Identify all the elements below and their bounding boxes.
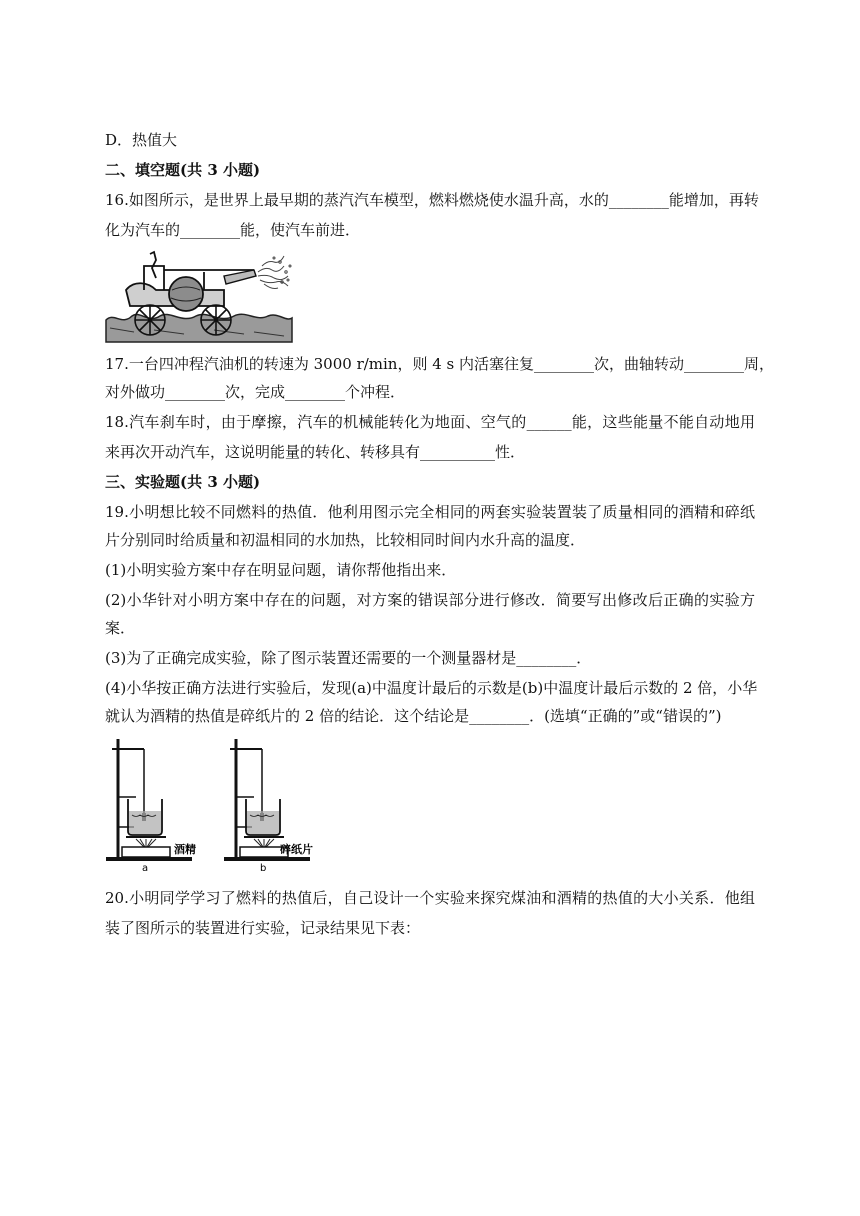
fuel-label-a: 酒精: [174, 843, 196, 856]
section-3-heading: 三、实验题(共 3 小题): [105, 473, 261, 491]
q19-sub-2-line-2: 案．: [105, 619, 136, 637]
fuel-label-b: 碎纸片: [280, 843, 313, 856]
q17-line-2: 对外做功________次，完成________个冲程．: [105, 383, 406, 401]
apparatus-b-figure: [222, 735, 322, 873]
q20-line-2: 装了图所示的装置进行实验，记录结果见下表：: [105, 919, 421, 937]
q19-sub-4-line-2: 就认为酒精的热值是碎纸片的 2 倍的结论．这个结论是________．(选填“正确的”或“错误的”): [105, 707, 722, 725]
figure-label-b: b: [260, 863, 267, 873]
q15-option-d: D．热值大: [105, 131, 178, 149]
q18-line-1: 18.汽车刹车时，由于摩擦，汽车的机械能转化为地面、空气的______能，这些能量不能自动地用: [105, 413, 755, 431]
q16-line-1: 16.如图所示，是世界上最早期的蒸汽汽车模型，燃料燃烧使水温升高，水的________能增加，再转: [105, 191, 759, 209]
q17-line-1: 17.一台四冲程汽油机的转速为 3000 r/min，则 4 s 内活塞往复________次，曲轴转动________周，: [105, 355, 775, 373]
figure-label-a: a: [142, 863, 149, 873]
q18-line-2: 来再次开动汽车，这说明能量的转化、转移具有__________性．: [105, 443, 526, 461]
q16-line-2: 化为汽车的________能，使汽车前进．: [105, 221, 361, 239]
q20-line-1: 20.小明同学学习了燃料的热值后，自己设计一个实验来探究煤油和酒精的热值的大小关系．他组: [105, 889, 755, 907]
section-2-heading: 二、填空题(共 3 小题): [105, 161, 261, 179]
q19-line-1: 19.小明想比较不同燃料的热值．他利用图示完全相同的两套实验装置装了质量相同的酒精和碎纸: [105, 503, 755, 521]
q19-sub-1: (1)小明实验方案中存在明显问题，请你帮他指出来．: [105, 561, 457, 579]
q19-sub-3: (3)为了正确完成实验，除了图示装置还需要的一个测量器材是________．: [105, 649, 592, 667]
steam-car-figure: [104, 250, 294, 344]
apparatus-a-figure: [104, 735, 204, 873]
q19-line-2: 片分别同时给质量和初温相同的水加热，比较相同时间内水升高的温度．: [105, 531, 586, 549]
q19-sub-2-line-1: (2)小华针对小明方案中存在的问题，对方案的错误部分进行修改．简要写出修改后正确的实验方: [105, 591, 755, 609]
q19-sub-4-line-1: (4)小华按正确方法进行实验后，发现(a)中温度计最后的示数是(b)中温度计最后示数的 2 倍，小华: [105, 679, 758, 697]
